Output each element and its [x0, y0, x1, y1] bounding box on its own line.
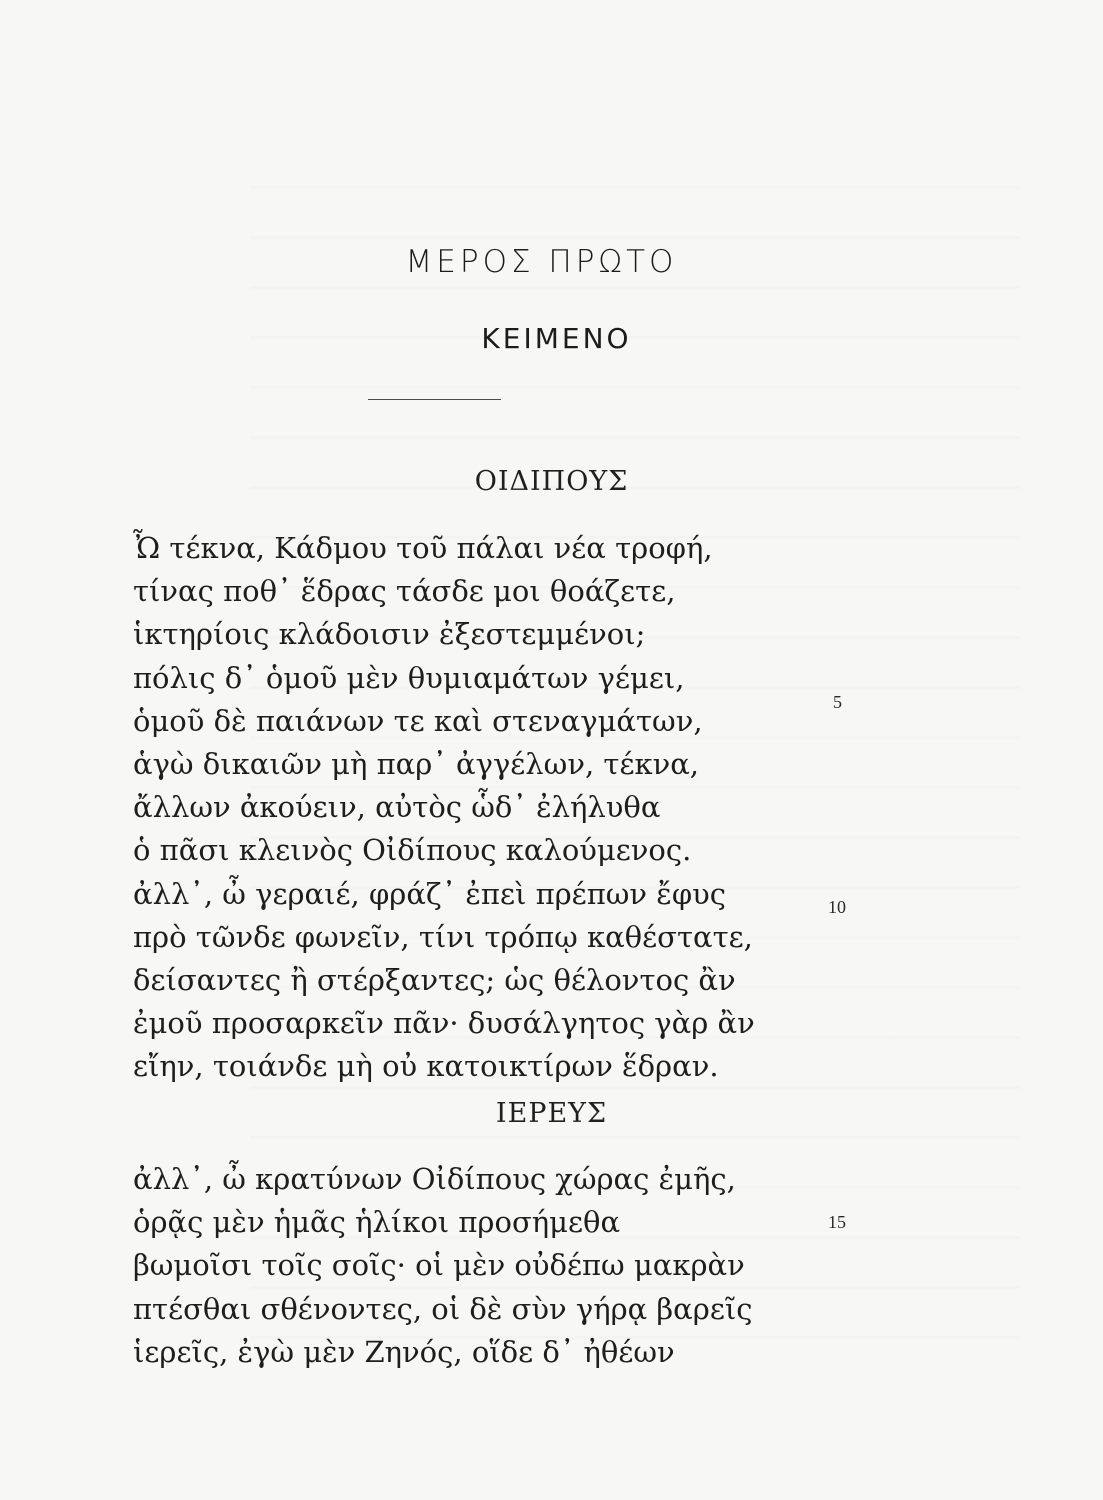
verse-line: πόλις δ᾽ ὁμοῦ μὲν θυμιαμάτων γέμει,: [133, 660, 685, 695]
verse-line: τίνας ποθ᾽ ἕδρας τάσδε μοι θοάζετε,: [133, 574, 676, 609]
verse-line: δείσαντες ἢ στέρξαντες; ὡς θέλοντος ἂν: [133, 962, 736, 997]
verse-line: ἐμοῦ προσαρκεῖν πᾶν· δυσάλγητος γὰρ ἂν: [133, 1006, 755, 1041]
verse-line: ἱερεῖς, ἐγὼ μὲν Ζηνός, οἵδε δ᾽ ἠθέων: [133, 1334, 675, 1369]
verse-line: εἴην, τοιάνδε μὴ οὐ κατοικτίρων ἕδραν.: [133, 1049, 719, 1084]
verse-line: ἀλλ᾽, ὦ γεραιέ, φράζ᾽ ἐπεὶ πρέπων ἔφυς: [133, 876, 726, 911]
verse-block-priest: [133, 1158, 773, 1374]
title-rule: [368, 399, 501, 400]
part-title: ΜΕΡΟΣ ΠΡΩΤΟ: [405, 244, 678, 280]
line-number-15: 15: [828, 1212, 846, 1232]
verse-line: ἱκτηρίοις κλάδοισιν ἐξεστεμμένοι;: [133, 617, 646, 652]
line-number-10: 10: [828, 897, 846, 917]
line-number-5: 5: [833, 692, 842, 712]
verse-block-oedipus: [133, 527, 773, 1088]
verse-line: ὁρᾷς μὲν ἡμᾶς ἡλίκοι προσήμεθα: [133, 1205, 621, 1240]
speaker-name-oedipus: ΟΙΔΙΠΟΥΣ: [474, 466, 629, 497]
verse-line: ἀλλ᾽, ὦ κρατύνων Οἰδίπους χώρας ἐμῆς,: [133, 1162, 736, 1196]
verse-line: πρὸ τῶνδε φωνεῖν, τίνι τρόπῳ καθέστατε,: [133, 919, 753, 954]
part-subtitle: ΚΕΙΜΕΝΟ: [481, 322, 632, 355]
verse-line: ὁ πᾶσι κλεινὸς Οἰδίπους καλούμενος.: [133, 833, 692, 868]
speaker-name-priest: ΙΕΡΕΥΣ: [495, 1098, 608, 1129]
verse-line: πτέσθαι σθένοντες, οἱ δὲ σὺν γήρᾳ βαρεῖς: [133, 1291, 753, 1326]
verse-line: ἁγὼ δικαιῶν μὴ παρ᾽ ἀγγέλων, τέκνα,: [133, 746, 700, 781]
verse-line: βωμοῖσι τοῖς σοῖς· οἱ μὲν οὐδέπω μακρὰν: [133, 1248, 745, 1283]
verse-line: Ὦ τέκνα, Κάδμου τοῦ πάλαι νέα τροφή,: [133, 531, 713, 565]
verse-line: ὁμοῦ δὲ παιάνων τε καὶ στεναγμάτων,: [133, 703, 703, 738]
verse-line: ἄλλων ἀκούειν, αὐτὸς ὧδ᾽ ἐλήλυθα: [133, 790, 661, 825]
